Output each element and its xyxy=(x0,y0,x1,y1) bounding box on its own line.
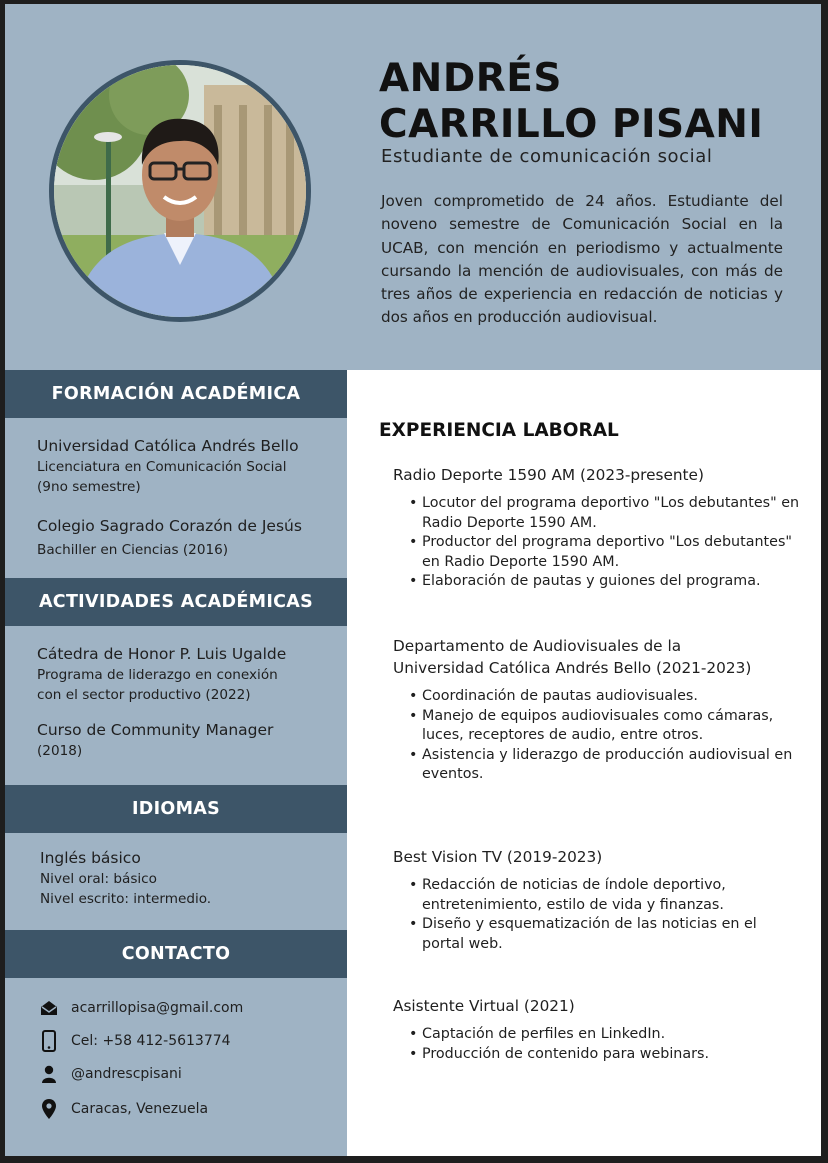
formacion-item-detail: Licenciatura en Comunicación Social xyxy=(37,459,287,475)
candidate-subtitle: Estudiante de comunicación social xyxy=(381,146,713,167)
contact-location xyxy=(39,1096,208,1122)
contact-email[interactable] xyxy=(39,995,243,1021)
formacion-item xyxy=(37,515,337,560)
contact-handle-text: @andrescpisani xyxy=(71,1066,182,1082)
job-title-line: Departamento de Audiovisuales de la xyxy=(393,637,682,655)
actividades-item-detail: (2018) xyxy=(37,743,83,759)
job-bullets xyxy=(393,1025,803,1064)
profile-photo xyxy=(49,60,311,322)
job-title: Asistente Virtual (2021) xyxy=(393,997,575,1015)
actividades-item xyxy=(37,643,337,705)
actividades-item-detail: Programa de liderazgo en conexión xyxy=(37,667,278,683)
name-line-1: ANDRÉS xyxy=(379,56,562,101)
formacion-item-detail: Bachiller en Ciencias (2016) xyxy=(37,542,229,558)
job-bullet: • Redacción de noticias de índole deportivo, entretenimiento, estilo de vida y finanzas. xyxy=(409,876,803,915)
map-pin-icon xyxy=(39,1098,59,1120)
idiomas-item xyxy=(40,847,340,909)
actividades-item-detail: con el sector productivo (2022) xyxy=(37,687,251,703)
user-icon xyxy=(39,1063,59,1085)
phone-icon xyxy=(39,1030,59,1052)
experiencia-heading: EXPERIENCIA LABORAL xyxy=(379,420,619,441)
actividades-heading: ACTIVIDADES ACADÉMICAS xyxy=(5,578,347,626)
name-line-2: CARRILLO PISANI xyxy=(379,102,764,147)
formacion-item-detail: (9no semestre) xyxy=(37,479,141,495)
actividades-item-title: Cátedra de Honor P. Luis Ugalde xyxy=(37,645,287,663)
idiomas-detail: Nivel oral: básico xyxy=(40,871,157,887)
job-bullet: • Producción de contenido para webinars. xyxy=(409,1045,803,1065)
job-bullets xyxy=(393,687,803,785)
contact-phone-text: Cel: +58 412-5613774 xyxy=(71,1033,231,1049)
job-entry xyxy=(393,635,803,785)
job-bullet: • Coordinación de pautas audiovisuales. xyxy=(409,687,803,707)
job-entry xyxy=(393,995,803,1064)
resume-page xyxy=(5,4,821,1156)
formacion-item xyxy=(37,435,337,497)
candidate-name xyxy=(379,56,799,148)
actividades-item xyxy=(37,719,337,761)
contact-email-text: acarrillopisa@gmail.com xyxy=(71,1000,244,1016)
job-title: Radio Deporte 1590 AM (2023-presente) xyxy=(393,466,704,484)
contact-handle[interactable] xyxy=(39,1061,182,1087)
job-title: Best Vision TV (2019-2023) xyxy=(393,848,603,866)
formacion-item-title: Colegio Sagrado Corazón de Jesús xyxy=(37,517,302,535)
formacion-item-title: Universidad Católica Andrés Bello xyxy=(37,437,299,455)
job-bullet: • Locutor del programa deportivo "Los debutantes" en Radio Deporte 1590 AM. xyxy=(409,494,803,533)
job-bullet: • Asistencia y liderazgo de producción audiovisual en eventos. xyxy=(409,746,803,785)
idiomas-title: Inglés básico xyxy=(40,849,141,867)
formacion-heading: FORMACIÓN ACADÉMICA xyxy=(5,370,347,418)
job-title-line: Universidad Católica Andrés Bello (2021-2023) xyxy=(393,659,752,677)
actividades-item-title: Curso de Community Manager xyxy=(37,721,274,739)
job-bullet: • Diseño y esquematización de las noticias en el portal web. xyxy=(409,915,803,954)
idiomas-detail: Nivel escrito: intermedio. xyxy=(40,891,212,907)
job-bullets xyxy=(393,494,803,592)
contacto-heading: CONTACTO xyxy=(5,930,347,978)
job-bullet: • Productor del programa deportivo "Los debutantes" en Radio Deporte 1590 AM. xyxy=(409,533,803,572)
envelope-icon xyxy=(39,997,59,1019)
contact-phone[interactable] xyxy=(39,1028,231,1054)
job-bullet: • Manejo de equipos audiovisuales como cámaras, luces, receptores de audio, entre otros. xyxy=(409,707,803,746)
job-entry xyxy=(393,846,803,954)
contact-location-text: Caracas, Venezuela xyxy=(71,1101,209,1117)
job-entry xyxy=(393,464,803,592)
job-bullets xyxy=(393,876,803,954)
idiomas-heading: IDIOMAS xyxy=(5,785,347,833)
profile-photo-illustration xyxy=(54,65,306,317)
job-bullet: • Captación de perfiles en LinkedIn. xyxy=(409,1025,803,1045)
profile-summary: Joven comprometido de 24 años. Estudiante del noveno semestre de Comunicación Social en la UCAB, con mención en periodismo y actualmente cursando la mención de audiovisuales, con más de tres años de experiencia en redacción de noticias y dos años en producción audiovisual. xyxy=(381,192,783,327)
job-bullet: • Elaboración de pautas y guiones del programa. xyxy=(409,572,803,592)
